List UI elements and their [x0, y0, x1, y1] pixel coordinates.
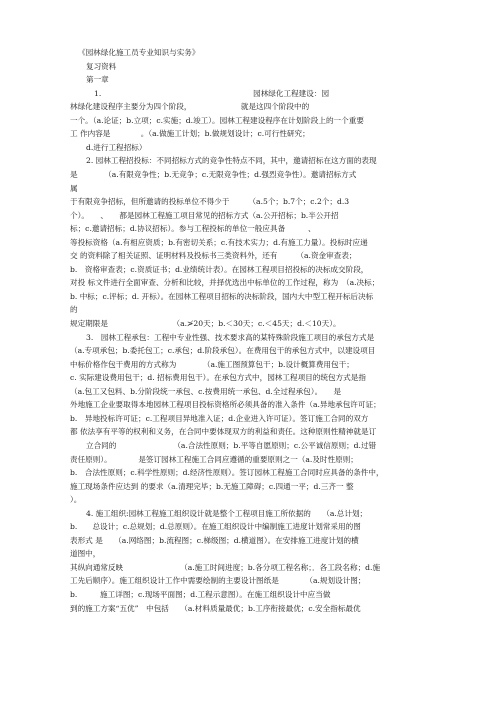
- text-line: 规定期限是 （a.≯20天；b.＜30天；c.＜45天；d.＜10天）。: [70, 319, 341, 328]
- text-line: （a.专项承包；b.委托包工；c.承包；d.阶段承包）。在费用包干的承包方式中，以建设项目: [70, 346, 376, 356]
- text-line: 是 （a.有限竞争性；b.无竞争；c.无限竞争性；d.强烈竞争性）。邀请招标方式: [70, 169, 357, 179]
- text-line: 到的施工方案“五优” 中包括 （a.材料质量最优；b.工序衔接最优；c.安全指标最优: [70, 603, 361, 613]
- text-line: 2. 园林工程招投标：不同招标方式的竞争性特点不同，其中，邀请招标在这方面的表现: [86, 156, 377, 166]
- text-line: 的: [70, 305, 78, 315]
- text-line: 等投标资格（a.有相应资质；b.有密切关系；c.有技术实力；d.有施工力量）。投标时应递: [70, 237, 368, 247]
- text-line: b. 总设计；c.总规划；d.总原则）。在施工组织设计中编制施工进度计划常采用的图: [70, 522, 361, 532]
- text-line: b. 施工详图；c.现场平面图；d.工程示意图）。在施工组织设计中应当做: [70, 590, 331, 599]
- text-line: 属: [70, 183, 78, 193]
- text-line: 一个。（a.论证；b.立项；c.实施；d.竣工）。园林工程建设程序在计划阶段上的一个重要: [70, 115, 364, 125]
- text-line: b. 异地投标许可证；c.工程项目异地准入证；d.企业进入许可证）。签订施工合同的双方: [70, 413, 369, 423]
- text-line: 表形式 是 （a.网络图；b.流程图；c.梯级图；d.横道图）。在安排施工进度计划的横: [70, 535, 359, 545]
- text-line: 3. 园林工程承包：工程中专业性强、技术要求高的某特殊阶段施工项目的承包方式是: [86, 332, 375, 342]
- text-line: 1. 园林绿化工程建设：园: [94, 88, 330, 98]
- text-line: 施工现场条件应达到 的要求（a.清理完毕；b.无施工障碍；c.四通一平；d.三齐一 整: [70, 481, 354, 491]
- text-line: （a.包工又包料、b.分阶段统一承包、c.按费用统一承包、d.全过程承包）。 是: [70, 386, 342, 396]
- text-line: 其纵向通常反映 （a.施工时间进度；b.各分项工程名称；．各工段名称；d.施: [70, 562, 381, 572]
- text-line: 道图中，: [70, 549, 101, 559]
- text-line: 第一章: [86, 75, 109, 85]
- text-line: 《园林绿化施工员专业知识与实务》: [78, 48, 200, 57]
- text-line: 都 依法享有平等的权利和义务，在合同中要体现双方的利益和责任。这种原则性精神就是订: [70, 427, 377, 437]
- text-line: c. 实际建设费用包干；d. 招标费用包干）。在承包方式中，园林工程项目的统包方式是指: [70, 373, 366, 383]
- text-line: 标；c.邀请招标；d.协议招标）。参与工程投标的单位一般应具备 、: [70, 224, 335, 234]
- text-line: 4. 施工组织:园林工程施工组织设计就是整个工程项目施工所依据的 （a.总计划；: [86, 508, 368, 518]
- text-line: 对投 标文件进行全面审查、分析和比较，并择优选出中标单位的工作过程，称为 （a.决标；: [70, 278, 380, 288]
- text-line: 工 作内容是 。（a.做施工计划；b.做规划设计；c.可行性研究；: [70, 129, 310, 139]
- text-line: 立合同的 （a.合法性原则；b.平等自愿原则；c.公平诚信原则；d.过错: [86, 440, 377, 450]
- text-line: d.进行工程招标）: [86, 142, 147, 152]
- text-line: b. 资格审查表；c.资质证书；d.业绩统计表）。在园林工程项目招投标的决标成交阶段，: [70, 264, 369, 274]
- text-line: ）。: [70, 495, 82, 505]
- text-line: 中标价格作包干费用的方式称为 （a.施工图预算包干；b.设计概算费用包干；: [70, 359, 354, 369]
- text-line: 交 的资料除了相关证照、证明材料及投标书三类资料外，还有 （a.资金审查表；: [70, 251, 357, 261]
- text-line: 个）。 、 都是园林工程施工项目常见的招标方式（a.公开招标；b.半公开招: [70, 210, 339, 220]
- text-line: 林绿化建设程序主要分为四个阶段， 就是这四个阶段中的: [70, 102, 310, 112]
- text-line: 外地施工企业要取得本地园林工程项目投标资格所必须具备的准入条件（a.异地承包许可证；: [70, 400, 381, 410]
- text-line: 复习资料: [86, 61, 117, 71]
- text-line: b. 中标；c.评标；d. 开标）。在园林工程项目招标的决标阶段，国内大中型工程开标后决标: [70, 291, 374, 301]
- text-line: 工先后顺序）。施工组织设计工作中需要绘制的主要设计图纸是 （a.规划设计图；: [70, 576, 366, 586]
- text-line: b. 合法性原则；c.科学性原则；d.经济性原则）。签订园林工程施工合同时应具备的条件中，: [70, 468, 384, 478]
- text-line: 责任原则）。 是签订园林工程施工合同应遵循的重要原则之一（a.及时性原则；: [70, 454, 358, 464]
- text-line: 于有限竞争招标，但所邀请的投标单位不得少于 （a.5个；b.7个；c.2个；d.3: [70, 197, 350, 207]
